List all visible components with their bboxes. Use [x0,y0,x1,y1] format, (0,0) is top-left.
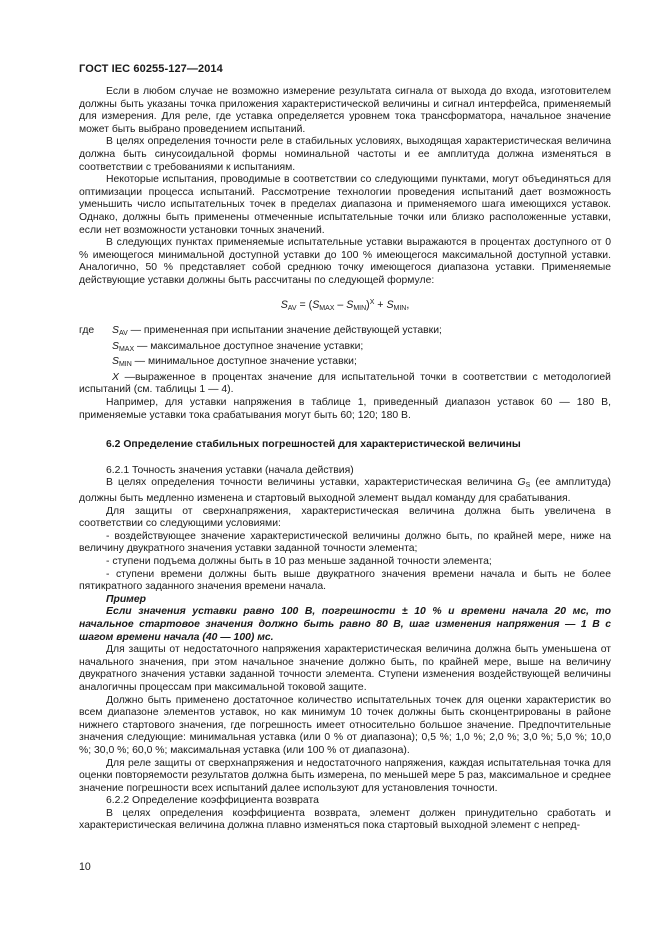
paragraph: В целях определения коэффициента возврата, элемент должен принудительно сработать и характеристическая величина должна плавно изменяться пока стартовый выходной элемент с непред- [79,807,611,832]
page-number: 10 [79,861,91,873]
definition-item: $S_{MAX}$ — максимальное доступное значение уставки; [112,340,364,353]
subsection-heading: 6.2.2 Определение коэффициента возврата [106,795,319,807]
setting-formula: $S_{AV} = (S_{MAX} - S_{MIN})^X + S_{MIN}$, [280,298,410,312]
document-header: ГОСТ IEC 60255-127—2014 [79,63,223,75]
paragraph: Должно быть применено достаточное количество испытательных точек для оценки характеристик во всем диапазоне элементов уставок, но как минимум 10 точек должны быть сконцентрированы в районе нижнего стартового значения, где погрешность имеет относительно большое значение. Предпочтительные значения следующие: минимальная уставка (или 0 % от диапазона); 0,5 %; 1,0 %; 2,0 %; 3,0 %; 5,0 %; 10,0 %; 30,0 %; 60,0 %; максимальная уставка (или 100 % от диапазона). [79,694,611,756]
list-item: - воздействующее значение характеристической величины должно быть, по крайней мере, ниже на величину двукратного значения уставки заданной точности элемента; [79,530,611,555]
example-title: Пример [106,593,146,605]
page-body [79,86,611,833]
paragraph: В целях определения точности величины уставки, характеристическая величина $G_S$ (ее амплитуда) должны быть медленно изменена и стартовый выходной элемент выдал команду для срабатывания. [79,477,611,505]
paragraph: Например, для уставки напряжения в таблице 1, приведенный диапазон уставок 60 — 180 В, применяемые уставки тока срабатывания могут быть 60; 120; 180 В. [79,397,611,421]
paragraph: Для защиты от сверхнапряжения, характеристическая величина должна быть увеличена в соответствии со следующими условиями: [79,505,611,530]
definition-item: $S_{MIN}$ — минимальное доступное значение уставки; [112,356,357,369]
paragraph: В следующих пунктах применяемые испытательные уставки выражаются в процентах доступного от 0 % имеющегося минимальной доступной уставки до 100 % имеющегося максимальной доступной уставки. Аналогично, 50 % представляет собой среднюю точку имеющегося диапазона уставки. Применяемые действующие уставки должны быть рассчитаны по следующей формуле: [79,237,611,286]
list-item: - ступени времени должны быть выше двукратного значения времени начала и быть не более пятикратного заданного значения времени начала. [79,568,611,593]
example-text: Если значения уставки равно 100 В, погрешности ± 10 % и времени начала 20 мс, то начальное стартовое значения должно быть равно 80 В, шаг изменения напряжения — 1 В с шагом времени начала (40 — 100) мс. [79,606,611,643]
definition-item: где $S_{AV}$ — примененная при испытании значение действующей уставки; [79,325,442,338]
section-heading: 6.2 Определение стабильных погрешностей для характеристической величины [106,439,521,451]
formula-definitions [79,325,611,397]
paragraph: Некоторые испытания, проводимые в соответствии со следующими пунктами, могут объединяться для оптимизации процесса испытаний. Рассмотрение технологии проведения испытаний дает возможность уменьшить число испытательных точек в пределах диапазона и применяемого шага имеющихся уставок. Однако, должны быть применены отмеченные испытательные точки или близко расположенные уставки, если нет возможности установки точных значений. [79,174,611,236]
paragraph: Если в любом случае не возможно измерение результата сигнала от выхода до входа, изготовителем должны быть указаны точка приложения характеристической величины и сигнал интерфейса, применяемый для измерения. Для реле, где уставка определяется уровнем тока трансформатора, начальное значение может быть выбрано проведением испытаний. [79,86,611,135]
definition-item: X —выраженное в процентах значение для испытательной точки в соответствии с методологией испытаний (см. таблицы 1 — 4). [79,371,611,396]
paragraph: Для реле защиты от сверхнапряжения и недостаточного напряжения, каждая испытательная точка для оценки повторяемости результатов должна быть измерена, по меньшей мере 5 раз, максимальное и среднее значение погрешности всех испытаний далее используют для установления точности. [79,757,611,794]
list-item: - ступени подъема должны быть в 10 раз меньше заданной точности элемента; [106,556,492,567]
subsection-heading: 6.2.1 Точность значения уставки (начала действия) [106,464,354,476]
paragraph: В целях определения точности реле в стабильных условиях, выходящая характеристическая величина должна быть синусоидальной формы номинальной частоты и ее амплитуда должна изменяться в соответствии с требованиями к испытаниям. [79,136,611,173]
paragraph: Для защиты от недостаточного напряжения характеристическая величина должна быть уменьшена от начального значения, при этом начальное значение должно быть, по крайней мере, выше на величину двукратного значения уставки заданной точности элемента. Ступени изменения воздействующей величины аналогичны процессам при максимальной токовой защите. [79,644,611,693]
